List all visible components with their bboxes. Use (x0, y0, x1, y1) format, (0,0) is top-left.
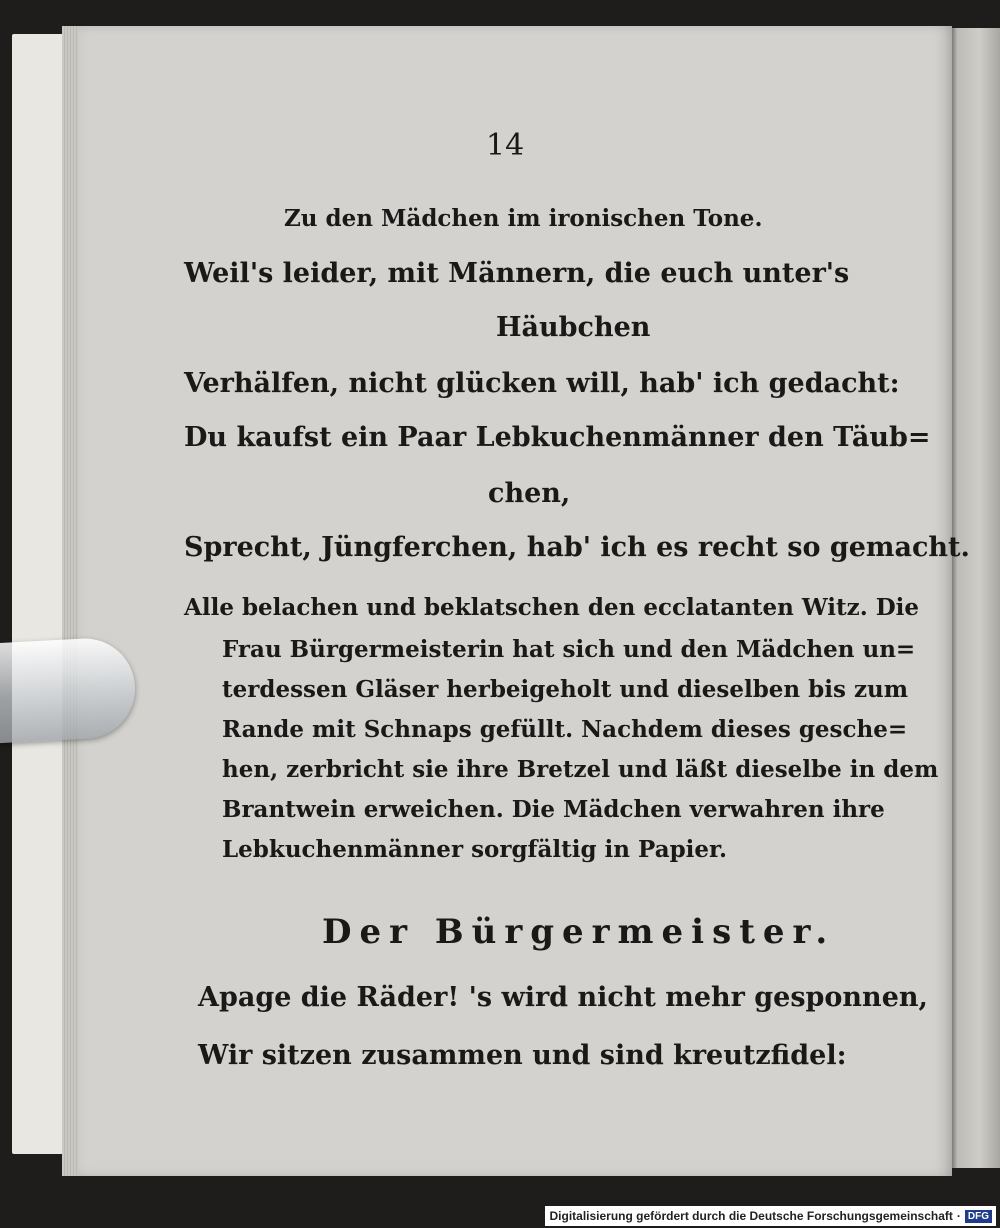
dfg-logo-icon: DFG (965, 1210, 992, 1223)
prose-line: Frau Bürgermeisterin hat sich und den Mädchen un= (222, 636, 916, 663)
verse-line: Häubchen (496, 312, 651, 343)
verse-line: Du kaufst ein Paar Lebkuchenmänner den Täub= (184, 422, 931, 453)
page-number: 14 (486, 128, 525, 163)
verse-line: Verhälfen, nicht glücken will, hab' ich gedacht: (184, 368, 900, 399)
closing-line: Apage die Räder! 's wird nicht mehr gesponnen, (198, 982, 928, 1013)
verse-line: Sprecht, Jüngferchen, hab' ich es recht so gemacht. (184, 532, 970, 563)
stage-direction: Zu den Mädchen im ironischen Tone. (284, 205, 763, 232)
next-page-edge (948, 28, 1000, 1168)
verse-line: Weil's leider, mit Männern, die euch unter's (184, 258, 850, 289)
dfg-credit-bar (545, 1206, 996, 1226)
prose-line: terdessen Gläser herbeigeholt und dieselben bis zum (222, 676, 909, 703)
prose-line: Lebkuchenmänner sorgfältig in Papier. (222, 836, 728, 863)
prose-line: Alle belachen und beklatschen den ecclatanten Witz. Die (184, 594, 920, 621)
prose-line: Rande mit Schnaps gefüllt. Nachdem dieses gesche= (222, 716, 908, 743)
verse-line: chen, (488, 478, 571, 509)
separator-dot: · (956, 1209, 961, 1223)
prose-line: Brantwein erweichen. Die Mädchen verwahren ihre (222, 796, 885, 823)
credit-text: Digitalisierung gefördert durch die Deutsche Forschungsgemeinschaft (549, 1209, 953, 1223)
prose-line: hen, zerbricht sie ihre Bretzel und läßt dieselbe in dem (222, 756, 939, 783)
page-stack-edge (62, 26, 78, 1176)
speaker-heading: Der Bürgermeister. (322, 912, 836, 952)
closing-line: Wir sitzen zusammen und sind kreutzfidel: (198, 1040, 847, 1071)
